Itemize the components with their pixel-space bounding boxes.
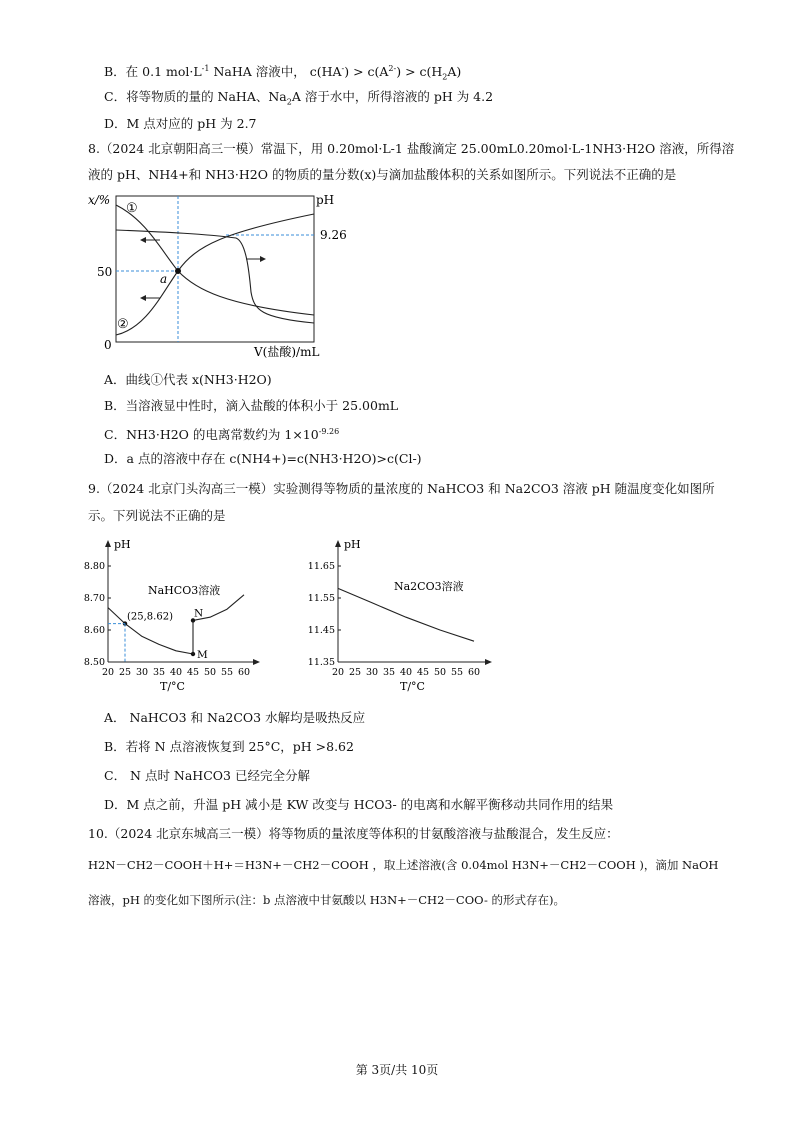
q9-left-series-label: NaHCO3溶液: [148, 584, 221, 597]
q8-option-a: A．曲线①代表 x(NH3·H2O): [104, 372, 272, 387]
q8-option-c: C．NH3·H2O 的电离常数约为 $1\times 10^{-9.26}$: [104, 427, 340, 443]
q7-option-c: C．将等物质的量的 NaHA、$Na_2A$ 溶于水中，所得溶液的 pH 为 4.2: [104, 89, 494, 107]
q9-right-xlabel: T/°C: [400, 680, 425, 693]
q9-right-xticks: [332, 667, 480, 678]
q9-left-xtick-label: 60: [237, 667, 251, 678]
q8-arrow-3-head: [260, 256, 266, 262]
q8-point-a-label: a: [160, 272, 168, 286]
q10-line3-a: 溶液，pH 的变化如下图所示(注：b 点溶液中甘氨酸以: [88, 893, 367, 907]
q9-right-xtick-label: 25: [348, 667, 362, 678]
q9-right-xtick-label: 60: [467, 667, 481, 678]
q8-ph-curve: [116, 230, 314, 323]
q8-y-right-label: pH: [316, 193, 335, 207]
q9-left-xtick-label: 45: [186, 667, 200, 678]
q9-option-c: C． N 点时 NaHCO3 已经完全分解: [104, 768, 310, 783]
q9-option-a: A． NaHCO3 和 Na2CO3 水解均是吸热反应: [104, 710, 366, 725]
q9-right-xtick-label: 55: [450, 667, 464, 678]
q9-right-ytick-label: 11.35: [308, 657, 335, 668]
q9-left-yticks: [84, 561, 111, 668]
page-footer: 第 3页/共 10页: [355, 1063, 439, 1077]
q10-stem-line1: 10.（2024 北京东城高三一模）将等物质的量浓度等体积的甘氨酸溶液与盐酸混合，发生反应：: [88, 826, 619, 841]
q9-stem-line1: 9.（2024 北京门头沟高三一模）实验测得等物质的量浓度的 NaHCO3 和 Na2CO3 溶液 pH 随温度变化如图所: [88, 481, 715, 496]
q9-right-xtick-label: 20: [331, 667, 345, 678]
q9-right-ytick-label: 11.45: [308, 625, 335, 636]
q10-line3-b: H3N+－CH2－COO-: [369, 893, 488, 907]
q9-option-d: D．M 点之前，升温 pH 减小是 KW 改变与 HCO3- 的电离和水解平衡移动共同作用的结果: [104, 797, 614, 812]
q8-curve-2: [116, 214, 314, 335]
q10-line2-b: ，取上述溶液(含 0.04mol: [372, 858, 509, 872]
q10-line3-c: 的形式存在)。: [491, 893, 566, 907]
q8-tick-50: 50: [97, 265, 113, 279]
q10-line2-c: H3N+－CH2－COOH: [511, 858, 636, 872]
q9-left-xlabel: T/°C: [160, 680, 185, 693]
q9-left-chart: [82, 532, 272, 694]
q9-right-x-arrow: [485, 659, 492, 665]
q9-left-xtick-label: 55: [220, 667, 234, 678]
q9-right-chart: [308, 532, 508, 694]
q10-reaction: H2N－CH2－COOH＋H+＝H3N+－CH2－COOH: [88, 858, 369, 872]
q9-left-n-label: N: [194, 607, 204, 620]
q8-ph-value: 9.26: [320, 228, 347, 242]
q9-left-ytick-label: 8.70: [83, 593, 105, 604]
q7-option-d: D．M 点对应的 pH 为 2.7: [104, 116, 257, 131]
q9-right-y-arrow: [335, 540, 341, 547]
q8-point-a: [175, 268, 181, 274]
q9-right-xtick-label: 50: [433, 667, 447, 678]
q8-option-d: D．a 点的溶液中存在 c(NH4+)=c(NH3·H2O)>c(Cl-): [104, 451, 422, 466]
q9-left-xticks: [102, 667, 250, 678]
q9-right-xtick-label: 45: [416, 667, 430, 678]
q8-stem-line1: 8.（2024 北京朝阳高三一模）常温下，用 0.20mol·L-1 盐酸滴定 25.00mL0.20mol·L-1NH3·H2O 溶液，所得溶: [88, 141, 735, 156]
q8-x-label: V(盐酸)/mL: [254, 345, 320, 359]
q9-left-xtick-label: 40: [169, 667, 183, 678]
q10-line2-d: )，滴加 NaOH: [639, 858, 719, 872]
q9-right-yticks: [308, 561, 341, 668]
q9-left-xtick-label: 30: [135, 667, 149, 678]
q9-right-series-label: Na2CO3溶液: [394, 580, 464, 593]
q8-y-left-label: x/%: [88, 193, 111, 207]
q8-curve-1-label: ①: [126, 201, 138, 216]
q8-arrow-2-head: [140, 295, 146, 301]
q9-left-ytick-label: 8.80: [83, 561, 105, 572]
q9-right-ytick-label: 11.55: [308, 593, 335, 604]
q9-left-x-arrow: [253, 659, 260, 665]
q8-curve-2-label: ②: [117, 317, 129, 332]
q9-left-ylabel: pH: [114, 538, 131, 551]
q8-stem-line2: 液的 pH、NH4+和 NH3·H2O 的物质的量分数(x)与滴加盐酸体积的关系如图所示。下列说法不正确的是: [88, 167, 677, 182]
q9-left-ytick-label: 8.50: [83, 657, 105, 668]
q9-right-ylabel: pH: [344, 538, 361, 551]
q9-right-xtick-label: 30: [365, 667, 379, 678]
q9-left-y-arrow: [105, 540, 111, 547]
q10-stem-line2: [88, 857, 718, 873]
q7-option-b: B．在 0.1 $mol\cdot L^{-1}$ NaHA 溶液中， $c(HA^-) > c(A^{2-}) > c(H_2A)$: [104, 64, 462, 82]
q9-right-xtick-label: 35: [382, 667, 396, 678]
q9-right-plot: [338, 588, 474, 641]
q9-left-m-label: M: [197, 649, 208, 661]
q8-arrow-1-head: [140, 237, 146, 243]
q8-option-b: B．当溶液显中性时，滴入盐酸的体积小于 25.00mL: [104, 398, 399, 413]
q9-left-xtick-label: 35: [152, 667, 166, 678]
q9-option-b: B．若将 N 点溶液恢复到 25°C，pH >8.62: [104, 739, 354, 754]
q9-left-xtick-label: 25: [118, 667, 132, 678]
q8-figure: [86, 190, 366, 362]
q9-left-plot: [108, 595, 244, 662]
q9-left-point-label: (25,8.62): [127, 611, 173, 623]
q9-left-xtick-label: 20: [101, 667, 115, 678]
q8-tick-0: 0: [104, 338, 112, 352]
q9-stem-line2: 示。下列说法不正确的是: [88, 508, 226, 523]
q9-left-xtick-label: 50: [203, 667, 217, 678]
q9-right-series-line: [338, 588, 474, 641]
q9-left-ytick-label: 8.60: [83, 625, 105, 636]
q9-right-ytick-label: 11.65: [308, 561, 335, 572]
q10-stem-line3: [88, 892, 565, 908]
q9-right-xtick-label: 40: [399, 667, 413, 678]
